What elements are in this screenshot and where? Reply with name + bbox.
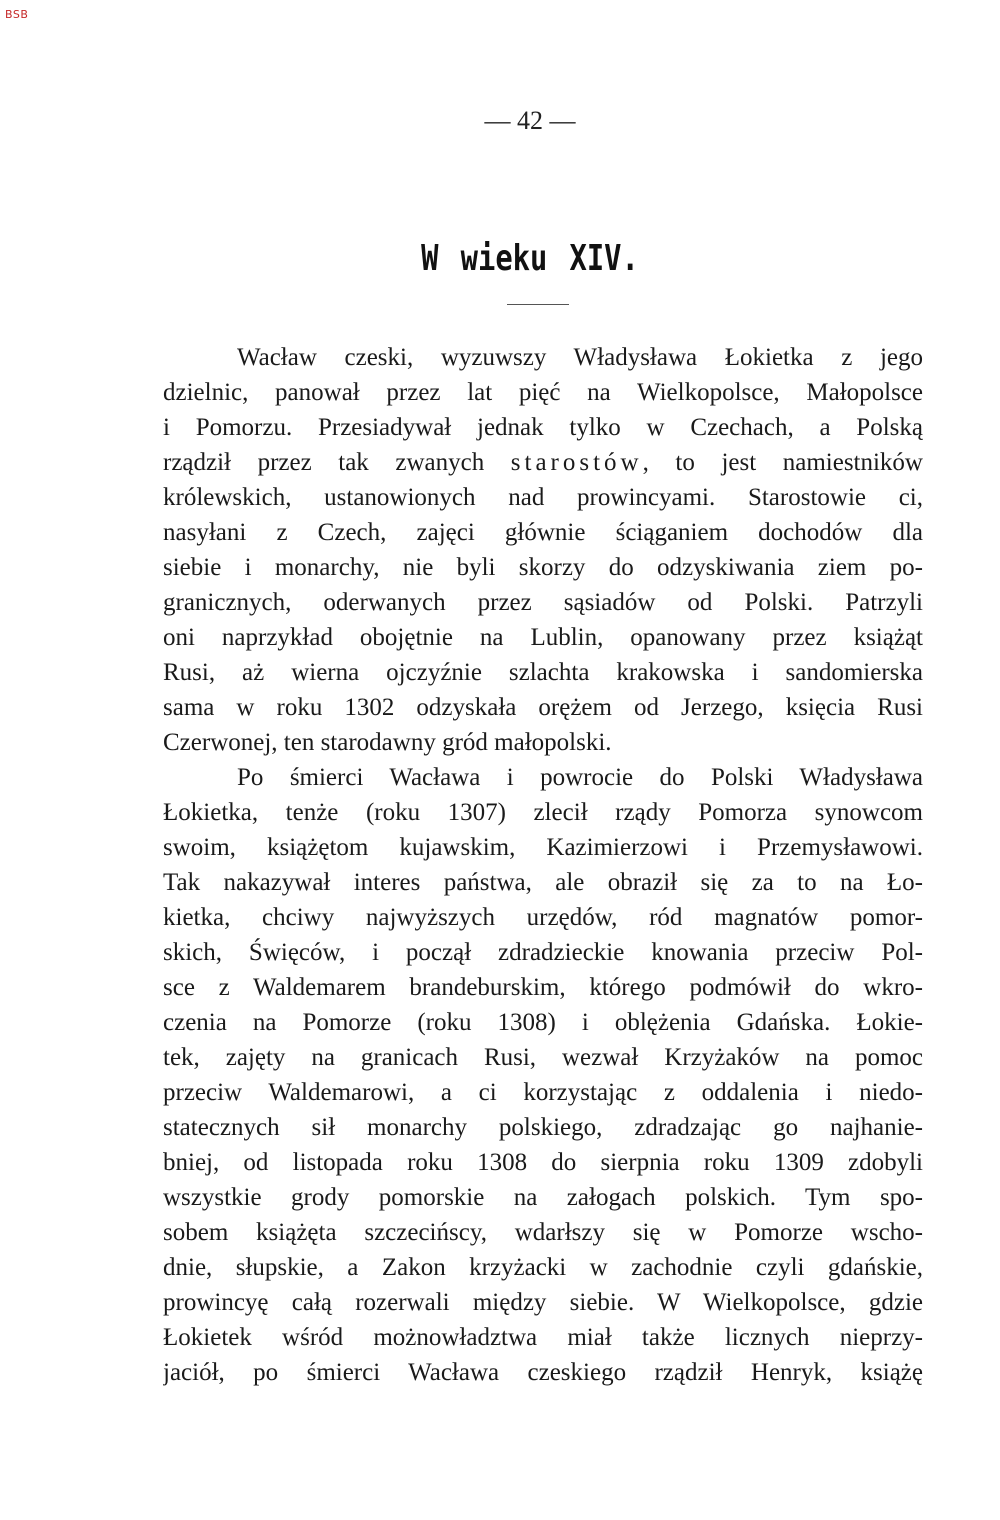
text-line: Czerwonej, ten starodawny gród małopolski. bbox=[163, 729, 612, 756]
paragraph bbox=[163, 340, 923, 760]
text-line: sce z Waldemarem brandeburskim, którego podmówił do wkro- bbox=[163, 974, 923, 1001]
text-line: prowincyę całą rozerwali między siebie. W Wielkopolsce, gdzie bbox=[163, 1289, 923, 1316]
text-line: sama w roku 1302 odzyskała orężem od Jerzego, księcia Rusi bbox=[163, 694, 923, 721]
text-line: Wacław czeski, wyzuwszy Władysława Łokietka z jego bbox=[237, 344, 923, 371]
text-line: sobem książęta szczecińscy, wdarłszy się w Pomorze wscho- bbox=[163, 1219, 923, 1246]
text-line: tek, zajęty na granicach Rusi, wezwał Krzyżaków na pomoc bbox=[163, 1044, 923, 1071]
library-watermark: BSB bbox=[5, 8, 29, 21]
paragraph bbox=[163, 760, 923, 1390]
text-line: i Pomorzu. Przesiadywał jednak tylko w Czechach, a Polską bbox=[163, 414, 923, 441]
chapter-title: W wieku XIV. bbox=[421, 238, 639, 279]
text-line: przeciw Waldemarowi, a ci korzystając z oddalenia i niedo- bbox=[163, 1079, 923, 1106]
text-segment: rządził przez tak zwanych bbox=[163, 449, 511, 476]
title-divider bbox=[507, 304, 569, 305]
text-line: siebie i monarchy, nie byli skorzy do odzyskiwania ziem po- bbox=[163, 554, 923, 581]
text-segment: , to jest namiestników bbox=[642, 449, 923, 476]
text-line: bniej, od listopada roku 1308 do sierpnia roku 1309 zdobyli bbox=[163, 1149, 923, 1176]
text-line: czenia na Pomorze (roku 1308) i oblężenia Gdańska. Łokie- bbox=[163, 1009, 923, 1036]
text-line: granicznych, oderwanych przez sąsiadów od Polski. Patrzyli bbox=[163, 589, 923, 616]
text-line: dzielnic, panował przez lat pięć na Wielkopolsce, Małopolsce bbox=[163, 379, 923, 406]
text-line: wszystkie grody pomorskie na załogach polskich. Tym spo- bbox=[163, 1184, 923, 1211]
page-number: — 42 — bbox=[484, 106, 576, 135]
text-line: statecznych sił monarchy polskiego, zdradzając go najhanie- bbox=[163, 1114, 923, 1141]
spaced-emphasis: starostów bbox=[510, 449, 643, 476]
text-line: Rusi, aż wierna ojczyźnie szlachta krakowska i sandomierska bbox=[163, 659, 923, 686]
text-line: dnie, słupskie, a Zakon krzyżacki w zachodnie czyli gdańskie, bbox=[163, 1254, 923, 1281]
text-line: Łokietka, tenże (roku 1307) zlecił rządy Pomorza synowcom bbox=[163, 799, 923, 826]
text-line bbox=[163, 445, 923, 480]
text-line: Tak nakazywał interes państwa, ale obraził się za to na Ło- bbox=[163, 869, 923, 896]
text-line: jaciół, po śmierci Wacława czeskiego rządził Henryk, książę bbox=[163, 1359, 923, 1386]
text-line: Łokietek wśród możnowładztwa miał także licznych nieprzy- bbox=[163, 1324, 923, 1351]
text-line: oni naprzykład obojętnie na Lublin, opanowany przez książąt bbox=[163, 624, 923, 651]
text-line: nasyłani z Czech, zajęci głównie ściąganiem dochodów dla bbox=[163, 519, 923, 546]
text-line: kietka, chciwy najwyższych urzędów, ród magnatów pomor- bbox=[163, 904, 923, 931]
body-text bbox=[163, 340, 923, 1390]
text-line: Po śmierci Wacława i powrocie do Polski Władysława bbox=[237, 764, 923, 791]
text-line: skich, Święców, i począł zdradzieckie knowania przeciw Pol- bbox=[163, 939, 923, 966]
text-line: swoim, książętom kujawskim, Kazimierzowi i Przemysławowi. bbox=[163, 834, 923, 861]
text-line: królewskich, ustanowionych nad prowincyami. Starostowie ci, bbox=[163, 484, 923, 511]
